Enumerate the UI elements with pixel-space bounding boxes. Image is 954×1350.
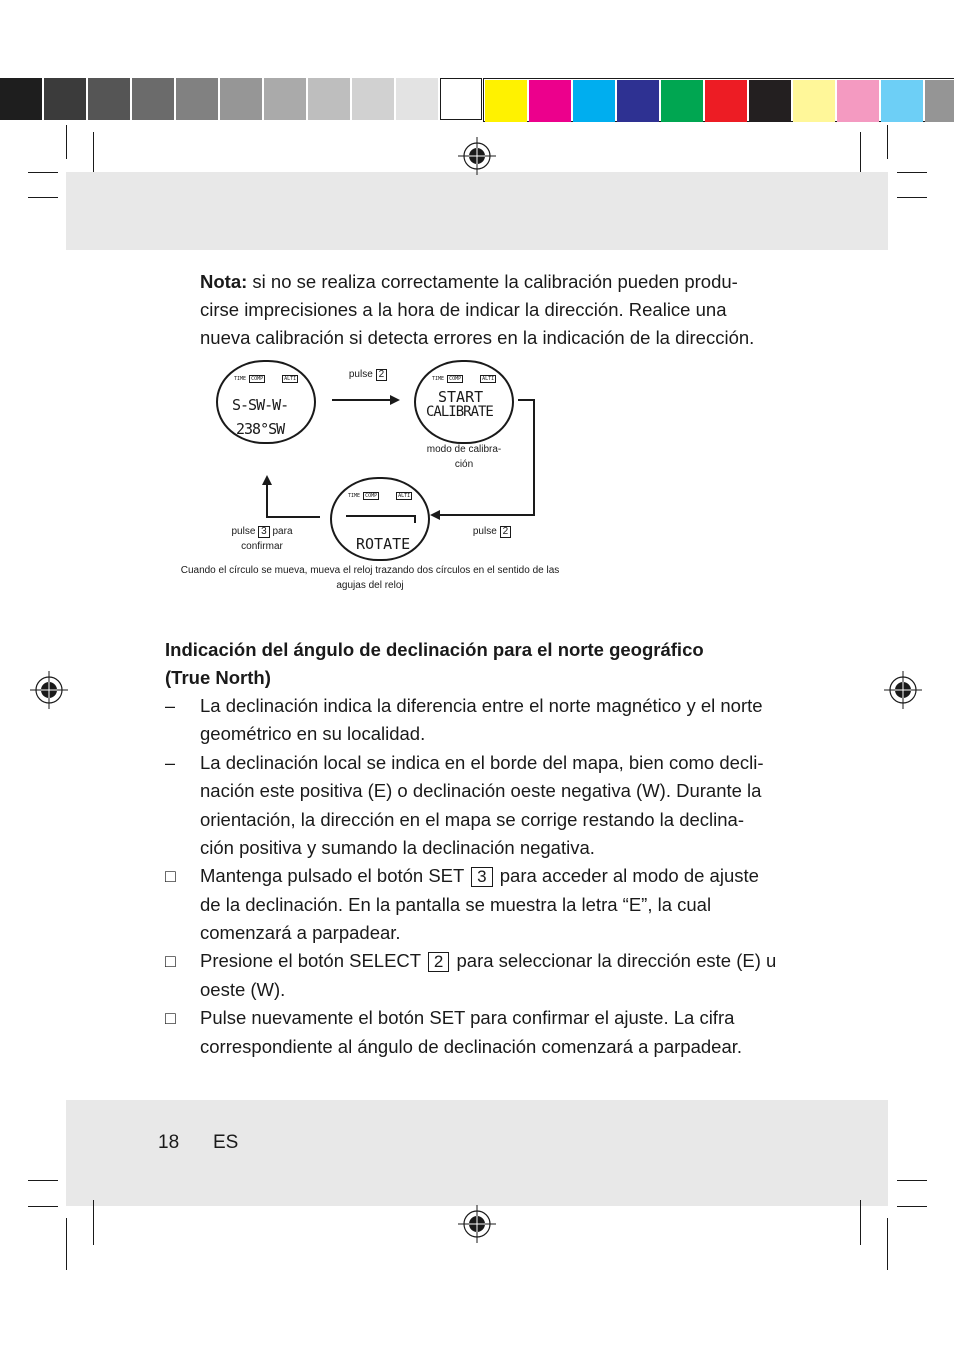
- watch-top-labels: TIME COMP ALTI: [234, 376, 297, 382]
- gray-swatch-2: [88, 78, 130, 120]
- diagram-caption-line-1: Cuando el círculo se mueva, mueva el reloj trazando dos círculos en el sentido de las: [180, 565, 560, 576]
- bullet-1-line-2: geométrico en su localidad.: [200, 723, 426, 744]
- gray-swatch-8: [352, 78, 394, 120]
- color-swatch-4: [661, 80, 703, 122]
- pulse-right-label: pulse 2: [462, 524, 522, 539]
- page-number: 18: [158, 1132, 180, 1153]
- bullet-2-line-1: La declinación local se indica en el borde del mapa, bien como decli-: [200, 752, 764, 773]
- watch-display-start-calibrate: [414, 360, 514, 444]
- pulse-top-label: pulse 2: [338, 367, 398, 382]
- watch-rotate-text: ROTATE: [356, 535, 411, 553]
- color-swatch-10: [925, 80, 954, 122]
- watch-display-rotate: [330, 477, 430, 561]
- step-1-line-1: Mantenga pulsado el botón SET 3 para acceder al modo de ajuste: [200, 865, 759, 886]
- checkbox-icon: □: [165, 951, 176, 971]
- footer-band: [66, 1100, 888, 1206]
- color-swatch-7: [793, 80, 835, 122]
- color-swatch-0: [485, 80, 527, 122]
- note-line-3: nueva calibración si detecta errores en la indicación de la dirección.: [200, 327, 755, 348]
- color-swatch-2: [573, 80, 615, 122]
- gray-swatch-5: [220, 78, 262, 120]
- checkbox-icon: □: [165, 866, 176, 886]
- section-heading-line-1: Indicación del ángulo de declinación para el norte geográfico: [165, 639, 704, 660]
- mode-caption-line-1: modo de calibra-: [426, 444, 502, 455]
- pulse-left-label: pulse 3 para: [231, 526, 293, 537]
- gray-swatch-0: [0, 78, 42, 120]
- step-1-line-2: de la declinación. En la pantalla se muestra la letra “E”, la cual: [200, 894, 712, 915]
- gray-calibration-bar: [0, 78, 484, 122]
- step-2-line-2: oeste (W).: [200, 979, 286, 1000]
- watch-top-labels: TIME COMP ALTI: [348, 493, 411, 499]
- step-1-line-3: comenzará a parpadear.: [200, 922, 401, 943]
- color-calibration-bar: [483, 78, 954, 122]
- registration-mark-icon: [884, 671, 922, 709]
- bullet-dash: –: [165, 753, 176, 773]
- bullet-1-line-1: La declinación indica la diferencia entre el norte magnético y el norte: [200, 695, 763, 716]
- pulse-left-label-line-2: confirmar: [241, 541, 283, 552]
- watch-degree-text: 238°SW: [236, 420, 285, 438]
- color-swatch-6: [749, 80, 791, 122]
- color-swatch-8: [837, 80, 879, 122]
- step-2-line-1: Presione el botón SELECT 2 para seleccionar la dirección este (E) u: [200, 950, 777, 971]
- calibration-diagram: [150, 355, 590, 600]
- color-swatch-9: [881, 80, 923, 122]
- rotate-progress-icon: [346, 515, 416, 523]
- watch-display-compass: [216, 360, 316, 444]
- bullet-2-line-3: orientación, la dirección en el mapa se corrige restando la declina-: [200, 809, 744, 830]
- watch-heading-text: S-SW-W-: [232, 396, 289, 414]
- registration-mark-icon: [30, 671, 68, 709]
- color-swatch-1: [529, 80, 571, 122]
- gray-swatch-10: [440, 78, 482, 120]
- bullet-dash: –: [165, 696, 176, 716]
- set-key-label: 3: [471, 867, 492, 887]
- watch-start-text: START: [438, 388, 484, 406]
- checkbox-icon: □: [165, 1008, 176, 1028]
- note-label: Nota:: [200, 271, 248, 292]
- step-3-line-1: Pulse nuevamente el botón SET para confirmar el ajuste. La cifra: [200, 1007, 735, 1028]
- gray-swatch-6: [264, 78, 306, 120]
- step-3-line-2: correspondiente al ángulo de declinación comenzará a parpadear.: [200, 1036, 743, 1057]
- gray-swatch-9: [396, 78, 438, 120]
- gray-swatch-4: [176, 78, 218, 120]
- watch-calibrate-text: CALIBRATE: [426, 404, 493, 420]
- language-code: ES: [213, 1132, 239, 1153]
- color-swatch-3: [617, 80, 659, 122]
- gray-swatch-1: [44, 78, 86, 120]
- bullet-2-line-4: ción positiva y sumando la declinación negativa.: [200, 837, 595, 858]
- gray-swatch-3: [132, 78, 174, 120]
- select-key-label: 2: [428, 952, 449, 972]
- section-heading-line-2: (True North): [165, 667, 271, 688]
- note-line-2: cirse imprecisiones a la hora de indicar la dirección. Realice una: [200, 299, 727, 320]
- header-band: [66, 172, 888, 250]
- diagram-caption-line-2: agujas del reloj: [336, 580, 404, 591]
- registration-mark-icon: [458, 137, 496, 175]
- gray-swatch-7: [308, 78, 350, 120]
- mode-caption-line-2: ción: [454, 459, 474, 470]
- color-swatch-5: [705, 80, 747, 122]
- watch-top-labels: TIME COMP ALTI: [432, 376, 495, 382]
- bullet-2-line-2: nación este positiva (E) o declinación oeste negativa (W). Durante la: [200, 780, 762, 801]
- note-line-1: Nota: si no se realiza correctamente la calibración pueden produ-: [200, 271, 738, 292]
- registration-mark-icon: [458, 1205, 496, 1243]
